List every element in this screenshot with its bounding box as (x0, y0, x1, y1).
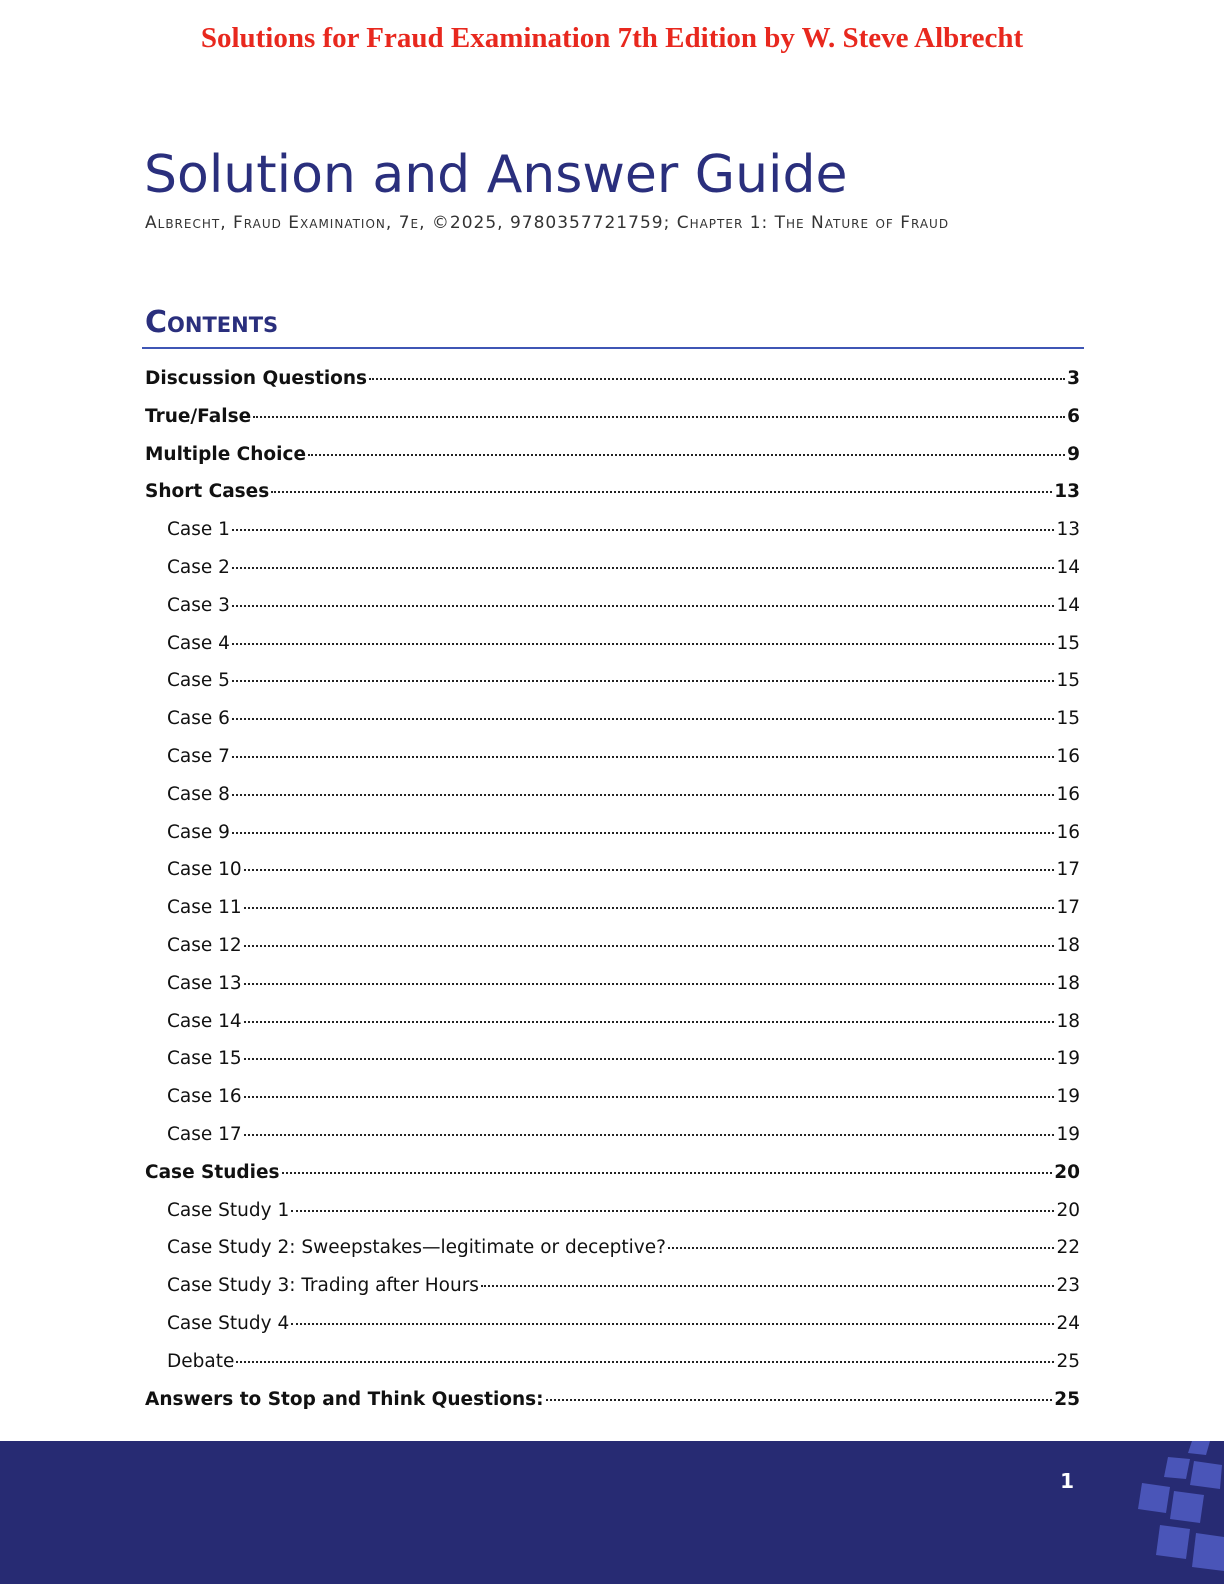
toc-entry-page: 18 (1056, 1010, 1080, 1032)
toc-entry[interactable] (145, 511, 1080, 549)
toc-dot-leader (369, 378, 1065, 380)
cengage-tiles-logo-icon (1130, 1441, 1224, 1584)
toc-dot-leader (232, 680, 1055, 682)
toc-entry[interactable] (145, 851, 1080, 889)
document-subtitle: Albrecht, Fraud Examination, 7e, ©2025, 9780357721759; Chapter 1: The Nature of Fraud (145, 213, 950, 233)
toc-entry-label: Case Study 1 (167, 1199, 290, 1221)
toc-entry-page: 19 (1056, 1123, 1080, 1145)
toc-entry-label: Case Study 2: Sweepstakes—legitimate or deceptive? (167, 1237, 666, 1259)
page-number: 1 (1060, 1469, 1074, 1493)
toc-entry[interactable] (145, 1343, 1080, 1381)
toc-entry-page: 19 (1056, 1048, 1080, 1070)
toc-dot-leader (232, 794, 1055, 796)
toc-entry-label: Case 5 (167, 670, 230, 692)
toc-entry-page: 16 (1056, 783, 1080, 805)
toc-dot-leader (244, 1134, 1055, 1136)
toc-dot-leader (244, 1096, 1055, 1098)
toc-entry-label: Case Study 3: Trading after Hours (167, 1275, 479, 1297)
toc-entry-page: 13 (1054, 481, 1080, 503)
toc-dot-leader (244, 983, 1055, 985)
toc-entry[interactable] (145, 738, 1080, 776)
toc-dot-leader (244, 945, 1055, 947)
toc-entry[interactable] (145, 1305, 1080, 1343)
toc-entry[interactable] (145, 1040, 1080, 1078)
toc-entry-page: 25 (1054, 1388, 1080, 1410)
toc-entry-label: Case 3 (167, 594, 230, 616)
toc-entry[interactable] (145, 1229, 1080, 1267)
table-of-contents (145, 360, 1080, 1418)
toc-entry[interactable] (145, 398, 1080, 436)
toc-entry-label: Case 13 (167, 972, 242, 994)
toc-dot-leader (236, 1361, 1054, 1363)
toc-entry[interactable] (145, 1267, 1080, 1305)
contents-heading: Contents (145, 305, 279, 340)
toc-entry-page: 20 (1054, 1161, 1080, 1183)
toc-entry-page: 17 (1056, 897, 1080, 919)
toc-entry[interactable] (145, 1003, 1080, 1041)
toc-entry[interactable] (145, 1078, 1080, 1116)
toc-dot-leader (232, 567, 1055, 569)
toc-entry-label: Case 17 (167, 1123, 242, 1145)
toc-entry-label: Case 12 (167, 934, 242, 956)
toc-entry[interactable] (145, 1381, 1080, 1419)
watermark-banner: Solutions for Fraud Examination 7th Edition by W. Steve Albrecht (200, 22, 1024, 54)
toc-dot-leader (244, 1021, 1055, 1023)
toc-entry-page: 17 (1056, 859, 1080, 881)
toc-entry-page: 13 (1056, 519, 1080, 541)
toc-entry-page: 25 (1056, 1350, 1080, 1372)
toc-entry-label: Case 1 (167, 519, 230, 541)
toc-entry[interactable] (145, 965, 1080, 1003)
toc-entry[interactable] (145, 1116, 1080, 1154)
toc-entry[interactable] (145, 1154, 1080, 1192)
toc-entry-label: Case 15 (167, 1048, 242, 1070)
toc-entry[interactable] (145, 360, 1080, 398)
toc-dot-leader (232, 718, 1055, 720)
toc-dot-leader (232, 643, 1055, 645)
toc-entry[interactable] (145, 776, 1080, 814)
toc-entry[interactable] (145, 889, 1080, 927)
toc-dot-leader (244, 869, 1055, 871)
toc-entry-label: Case 10 (167, 859, 242, 881)
toc-dot-leader (232, 605, 1055, 607)
toc-entry-page: 18 (1056, 934, 1080, 956)
contents-divider (142, 347, 1084, 349)
toc-entry-page: 14 (1056, 556, 1080, 578)
toc-dot-leader (232, 756, 1055, 758)
toc-entry[interactable] (145, 700, 1080, 738)
toc-entry-label: Short Cases (145, 481, 270, 503)
toc-entry-label: Discussion Questions (145, 368, 368, 389)
toc-entry[interactable] (145, 549, 1080, 587)
footer-band (0, 1441, 1224, 1584)
toc-dot-leader (308, 454, 1065, 456)
toc-dot-leader (244, 907, 1055, 909)
toc-entry[interactable] (145, 587, 1080, 625)
toc-entry-page: 20 (1056, 1199, 1080, 1221)
toc-entry-label: Case 9 (167, 821, 230, 843)
toc-entry[interactable] (145, 814, 1080, 852)
toc-dot-leader (282, 1172, 1053, 1174)
toc-entry-label: Answers to Stop and Think Questions: (145, 1388, 544, 1410)
toc-entry-page: 19 (1056, 1086, 1080, 1108)
toc-entry-page: 16 (1056, 821, 1080, 843)
toc-entry-label: Case Study 4 (167, 1312, 290, 1334)
toc-entry-page: 3 (1067, 368, 1080, 389)
toc-entry-page: 15 (1056, 670, 1080, 692)
toc-entry[interactable] (145, 662, 1080, 700)
toc-dot-leader (271, 491, 1052, 493)
toc-entry-page: 23 (1056, 1275, 1080, 1297)
toc-dot-leader (232, 832, 1055, 834)
toc-entry-label: Case 11 (167, 897, 242, 919)
toc-dot-leader (232, 529, 1055, 531)
toc-entry-label: True/False (145, 405, 252, 427)
toc-entry-page: 14 (1056, 594, 1080, 616)
toc-entry-page: 9 (1067, 443, 1080, 465)
toc-entry-page: 22 (1056, 1237, 1080, 1259)
toc-entry[interactable] (145, 625, 1080, 663)
toc-dot-leader (546, 1399, 1053, 1401)
toc-entry-label: Case 16 (167, 1086, 242, 1108)
toc-entry-label: Case 14 (167, 1010, 242, 1032)
toc-dot-leader (291, 1210, 1054, 1212)
toc-entry-page: 15 (1056, 708, 1080, 730)
toc-dot-leader (481, 1285, 1055, 1287)
toc-entry-page: 24 (1056, 1312, 1080, 1334)
toc-entry-page: 16 (1056, 745, 1080, 767)
toc-entry[interactable] (145, 436, 1080, 474)
toc-entry-page: 18 (1056, 972, 1080, 994)
toc-entry-label: Case 2 (167, 556, 230, 578)
toc-entry-label: Case 4 (167, 632, 230, 654)
toc-entry-label: Debate (167, 1350, 235, 1372)
toc-entry-label: Multiple Choice (145, 443, 306, 465)
toc-entry-label: Case Studies (145, 1161, 280, 1183)
toc-dot-leader (244, 1058, 1055, 1060)
document-title: Solution and Answer Guide (144, 145, 848, 205)
toc-entry-page: 6 (1067, 405, 1080, 427)
toc-entry-label: Case 6 (167, 708, 230, 730)
toc-entry[interactable] (145, 473, 1080, 511)
toc-dot-leader (668, 1247, 1054, 1249)
toc-dot-leader (253, 416, 1065, 418)
toc-entry-page: 15 (1056, 632, 1080, 654)
toc-entry[interactable] (145, 1192, 1080, 1230)
toc-entry[interactable] (145, 927, 1080, 965)
toc-dot-leader (291, 1323, 1054, 1325)
toc-entry-label: Case 7 (167, 745, 230, 767)
toc-entry-label: Case 8 (167, 783, 230, 805)
